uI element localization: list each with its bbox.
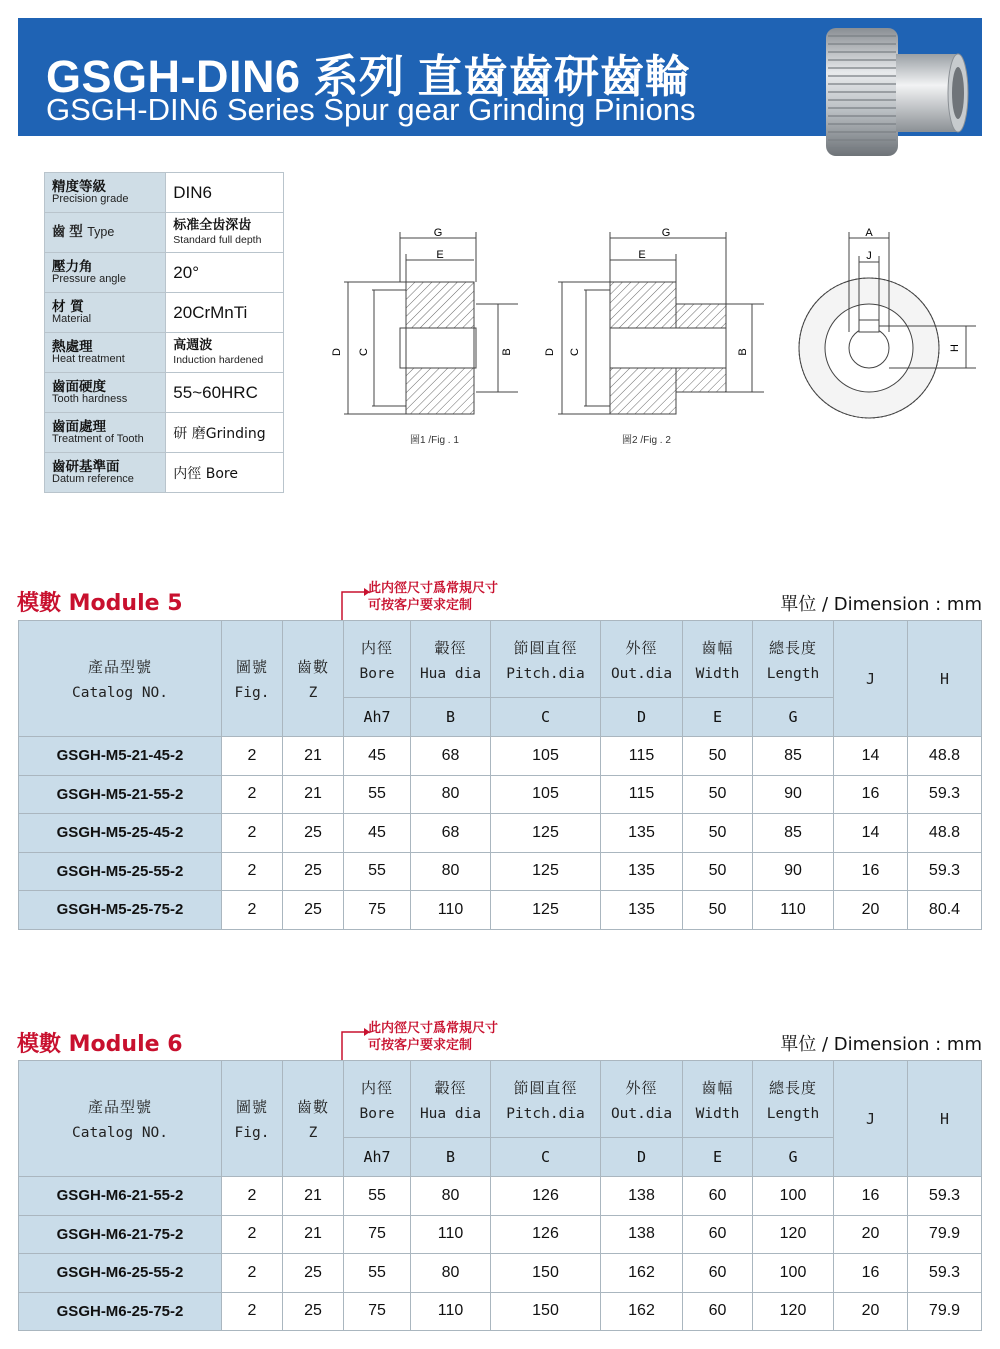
table-cell: 50 xyxy=(683,852,753,891)
col-catalog: 產品型號 Catalog NO. xyxy=(19,621,222,737)
note-line: 此内徑尺寸爲常規尺寸 xyxy=(368,581,499,596)
table-cell: 25 xyxy=(283,814,344,853)
table-cell: 115 xyxy=(601,775,683,814)
table-cell: 68 xyxy=(411,814,491,853)
table-cell: 21 xyxy=(283,1177,344,1216)
spec-row xyxy=(45,413,284,453)
sub-bore: Ah7 xyxy=(344,1138,411,1177)
table-cell: 59.3 xyxy=(908,852,982,891)
table-cell: 60 xyxy=(683,1177,753,1216)
module5-title: 模數 Module 5 xyxy=(17,591,183,616)
table-cell: 25 xyxy=(283,1254,344,1293)
catalog-number-cell: GSGH-M6-25-55-2 xyxy=(19,1254,222,1293)
col-fig: 圖號 Fig. xyxy=(222,1061,283,1177)
spec-key: 齒面處理 xyxy=(52,418,106,435)
table-cell: 21 xyxy=(283,1215,344,1254)
table-cell: 138 xyxy=(601,1177,683,1216)
table-cell: 55 xyxy=(344,1177,411,1216)
sub-g: G xyxy=(753,1138,834,1177)
table-cell: 120 xyxy=(753,1292,834,1331)
table-cell: 75 xyxy=(344,1215,411,1254)
table-cell: 79.9 xyxy=(908,1215,982,1254)
table-cell: 162 xyxy=(601,1254,683,1293)
dim-label-c: C xyxy=(569,348,581,356)
catalog-number-cell: GSGH-M5-21-55-2 xyxy=(19,775,222,814)
table-cell: 59.3 xyxy=(908,775,982,814)
table-cell: 48.8 xyxy=(908,737,982,776)
table-cell: 2 xyxy=(222,775,283,814)
table-cell: 125 xyxy=(491,891,601,930)
col-length: 總長度 Length xyxy=(753,1061,834,1138)
table-row xyxy=(19,891,982,930)
note-line: 可按客户要求定制 xyxy=(368,1038,473,1053)
spec-key-en: Type xyxy=(87,225,115,240)
table-row xyxy=(19,775,982,814)
spec-key: 熱處理 xyxy=(52,338,93,355)
spec-value-en: Standard full depth xyxy=(173,233,262,246)
table-cell: 105 xyxy=(491,737,601,776)
table-cell: 48.8 xyxy=(908,814,982,853)
table-cell: 115 xyxy=(601,737,683,776)
sub-e: E xyxy=(683,698,753,737)
table-cell: 135 xyxy=(601,814,683,853)
catalog-number-cell: GSGH-M6-25-75-2 xyxy=(19,1292,222,1331)
front-view-drawing xyxy=(792,222,982,422)
module6-table xyxy=(18,1060,982,1331)
spec-row xyxy=(45,213,284,253)
dim-label-g: G xyxy=(661,227,671,239)
table-cell: 100 xyxy=(753,1177,834,1216)
unit-label: 單位 / Dimension : mm xyxy=(780,594,982,615)
gear-product-icon xyxy=(818,22,978,162)
table-cell: 59.3 xyxy=(908,1254,982,1293)
custom-bore-note xyxy=(368,580,498,614)
col-j: J xyxy=(834,621,908,737)
spec-key-en: Treatment of Tooth xyxy=(52,432,144,445)
table-cell: 80 xyxy=(411,1254,491,1293)
table-row xyxy=(19,1177,982,1216)
table-cell: 110 xyxy=(411,891,491,930)
dim-label-e: E xyxy=(638,249,646,261)
spec-value: 研 磨Grinding xyxy=(173,425,266,442)
table-cell: 60 xyxy=(683,1292,753,1331)
table-cell: 138 xyxy=(601,1215,683,1254)
table-cell: 16 xyxy=(834,775,908,814)
table-cell: 150 xyxy=(491,1292,601,1331)
table-cell: 110 xyxy=(411,1292,491,1331)
table-cell: 60 xyxy=(683,1254,753,1293)
col-fig: 圖號 Fig. xyxy=(222,621,283,737)
table-cell: 55 xyxy=(344,775,411,814)
sub-e: E xyxy=(683,1138,753,1177)
arrow-icon xyxy=(340,584,370,624)
sub-bore: Ah7 xyxy=(344,698,411,737)
table-cell: 100 xyxy=(753,1254,834,1293)
spec-key: 壓力角 xyxy=(52,258,93,275)
table-cell: 75 xyxy=(344,891,411,930)
col-hua: 轂徑 Hua dia xyxy=(411,621,491,698)
dim-label-e: E xyxy=(436,249,444,261)
table-cell: 50 xyxy=(683,775,753,814)
sub-d: D xyxy=(601,698,683,737)
spec-value: 55~60HRC xyxy=(173,382,258,402)
table-cell: 50 xyxy=(683,737,753,776)
table-cell: 126 xyxy=(491,1177,601,1216)
page-title: GSGH-DIN6 系列 直齒齒研齒輪 xyxy=(46,51,691,102)
table-cell: 90 xyxy=(753,775,834,814)
note-line: 可按客户要求定制 xyxy=(368,598,473,613)
table-cell: 2 xyxy=(222,1254,283,1293)
table-cell: 150 xyxy=(491,1254,601,1293)
sub-d: D xyxy=(601,1138,683,1177)
spec-key: 齒面硬度 xyxy=(52,378,106,395)
table-cell: 80 xyxy=(411,775,491,814)
spec-key-en: Pressure angle xyxy=(52,272,126,285)
table-cell: 25 xyxy=(283,1292,344,1331)
sub-b: B xyxy=(411,1138,491,1177)
table-cell: 110 xyxy=(753,891,834,930)
spec-row xyxy=(45,453,284,493)
catalog-number-cell: GSGH-M5-25-75-2 xyxy=(19,891,222,930)
table-cell: 79.9 xyxy=(908,1292,982,1331)
dim-label-j: J xyxy=(866,250,872,262)
table-row xyxy=(19,1292,982,1331)
table-cell: 2 xyxy=(222,1177,283,1216)
spec-value: DIN6 xyxy=(173,182,213,202)
spec-key-en: Datum reference xyxy=(52,472,134,485)
spec-row xyxy=(45,293,284,333)
col-bore: 内徑 Bore xyxy=(344,621,411,698)
table-cell: 55 xyxy=(344,1254,411,1293)
spec-row xyxy=(45,333,284,373)
table-cell: 162 xyxy=(601,1292,683,1331)
table-cell: 110 xyxy=(411,1215,491,1254)
fig1-caption: 圖1 /Fig . 1 xyxy=(410,435,459,446)
table-cell: 55 xyxy=(344,852,411,891)
module5-table xyxy=(18,620,982,930)
col-bore: 内徑 Bore xyxy=(344,1061,411,1138)
sub-g: G xyxy=(753,698,834,737)
catalog-number-cell: GSGH-M5-25-45-2 xyxy=(19,814,222,853)
catalog-number-cell: GSGH-M5-21-45-2 xyxy=(19,737,222,776)
spec-table xyxy=(44,172,284,493)
spec-row xyxy=(45,373,284,413)
dim-label-d: D xyxy=(544,348,556,356)
table-cell: 16 xyxy=(834,1254,908,1293)
catalog-number-cell: GSGH-M6-21-75-2 xyxy=(19,1215,222,1254)
note-line: 此内徑尺寸爲常規尺寸 xyxy=(368,1021,499,1036)
table-cell: 85 xyxy=(753,814,834,853)
module6-title: 模數 Module 6 xyxy=(17,1032,183,1057)
table-row xyxy=(19,1215,982,1254)
col-z: 齒數 Z xyxy=(283,621,344,737)
spec-key: 材 質 xyxy=(52,298,84,315)
table-cell: 90 xyxy=(753,852,834,891)
unit-label: 單位 / Dimension : mm xyxy=(780,1034,982,1055)
catalog-number-cell: GSGH-M6-21-55-2 xyxy=(19,1177,222,1216)
spec-key: 精度等級 xyxy=(52,178,106,195)
table-cell: 80 xyxy=(411,1177,491,1216)
table-cell: 45 xyxy=(344,814,411,853)
catalog-number-cell: GSGH-M5-25-55-2 xyxy=(19,852,222,891)
arrow-icon xyxy=(340,1024,370,1064)
table-cell: 135 xyxy=(601,852,683,891)
col-h: H xyxy=(908,1061,982,1177)
table-cell: 120 xyxy=(753,1215,834,1254)
spec-value: 内徑 Bore xyxy=(173,465,238,482)
table-cell: 59.3 xyxy=(908,1177,982,1216)
spec-value-en: Induction hardened xyxy=(173,353,264,366)
table-cell: 105 xyxy=(491,775,601,814)
spec-key-en: Tooth hardness xyxy=(52,392,128,405)
col-length: 總長度 Length xyxy=(753,621,834,698)
custom-bore-note xyxy=(368,1020,498,1054)
dim-label-b: B xyxy=(501,348,513,356)
table-cell: 25 xyxy=(283,852,344,891)
dim-label-h: H xyxy=(949,344,961,352)
table-cell: 25 xyxy=(283,891,344,930)
table-row xyxy=(19,814,982,853)
spec-key: 齒 型 xyxy=(52,224,83,240)
table-cell: 14 xyxy=(834,814,908,853)
dim-label-c: C xyxy=(358,348,370,356)
table-cell: 50 xyxy=(683,814,753,853)
dim-label-d: D xyxy=(331,348,343,356)
table-cell: 16 xyxy=(834,852,908,891)
col-out: 外徑 Out.dia xyxy=(601,1061,683,1138)
table-cell: 80 xyxy=(411,852,491,891)
table-row xyxy=(19,737,982,776)
table-cell: 21 xyxy=(283,737,344,776)
table-cell: 45 xyxy=(344,737,411,776)
table-cell: 68 xyxy=(411,737,491,776)
table-cell: 16 xyxy=(834,1177,908,1216)
table-cell: 125 xyxy=(491,852,601,891)
page-subtitle: GSGH-DIN6 Series Spur gear Grinding Pinions xyxy=(46,92,696,127)
spec-key-en: Material xyxy=(52,312,92,325)
table-cell: 20 xyxy=(834,891,908,930)
table-cell: 80.4 xyxy=(908,891,982,930)
spec-row xyxy=(45,173,284,213)
table-cell: 20 xyxy=(834,1215,908,1254)
spec-key-en: Heat treatment xyxy=(52,352,125,365)
spec-value: 20CrMnTi xyxy=(173,302,248,322)
table-cell: 2 xyxy=(222,852,283,891)
table-cell: 75 xyxy=(344,1292,411,1331)
table-row xyxy=(19,852,982,891)
table-cell: 2 xyxy=(222,814,283,853)
table-cell: 126 xyxy=(491,1215,601,1254)
col-pitch: 節圓直徑 Pitch.dia xyxy=(491,621,601,698)
col-hua: 轂徑 Hua dia xyxy=(411,1061,491,1138)
table-cell: 2 xyxy=(222,737,283,776)
col-catalog: 產品型號 Catalog NO. xyxy=(19,1061,222,1177)
table-cell: 85 xyxy=(753,737,834,776)
spec-value: 标准全齿深齿 xyxy=(173,218,252,234)
table-cell: 14 xyxy=(834,737,908,776)
col-out: 外徑 Out.dia xyxy=(601,621,683,698)
col-pitch: 節圓直徑 Pitch.dia xyxy=(491,1061,601,1138)
dim-label-a: A xyxy=(865,227,873,239)
sub-b: B xyxy=(411,698,491,737)
spec-key: 齒研基準面 xyxy=(52,458,120,475)
table-cell: 2 xyxy=(222,1215,283,1254)
col-width: 齒幅 Width xyxy=(683,1061,753,1138)
sub-c: C xyxy=(491,1138,601,1177)
dim-label-b: B xyxy=(737,348,749,356)
col-h: H xyxy=(908,621,982,737)
spec-value: 高週波 xyxy=(173,338,213,354)
table-cell: 125 xyxy=(491,814,601,853)
table-cell: 2 xyxy=(222,891,283,930)
col-z: 齒數 Z xyxy=(283,1061,344,1177)
table-cell: 21 xyxy=(283,775,344,814)
table-row xyxy=(19,1254,982,1293)
table-cell: 20 xyxy=(834,1292,908,1331)
col-width: 齒幅 Width xyxy=(683,621,753,698)
table-cell: 60 xyxy=(683,1215,753,1254)
sub-c: C xyxy=(491,698,601,737)
dim-label-g: G xyxy=(433,227,443,239)
spec-key-en: Precision grade xyxy=(52,192,129,205)
table-cell: 2 xyxy=(222,1292,283,1331)
spec-value: 20° xyxy=(173,262,199,282)
fig2-drawing xyxy=(538,222,768,422)
col-j: J xyxy=(834,1061,908,1177)
spec-row xyxy=(45,253,284,293)
fig2-caption: 圖2 /Fig . 2 xyxy=(622,435,671,446)
table-cell: 50 xyxy=(683,891,753,930)
table-cell: 135 xyxy=(601,891,683,930)
fig1-drawing xyxy=(322,222,522,422)
